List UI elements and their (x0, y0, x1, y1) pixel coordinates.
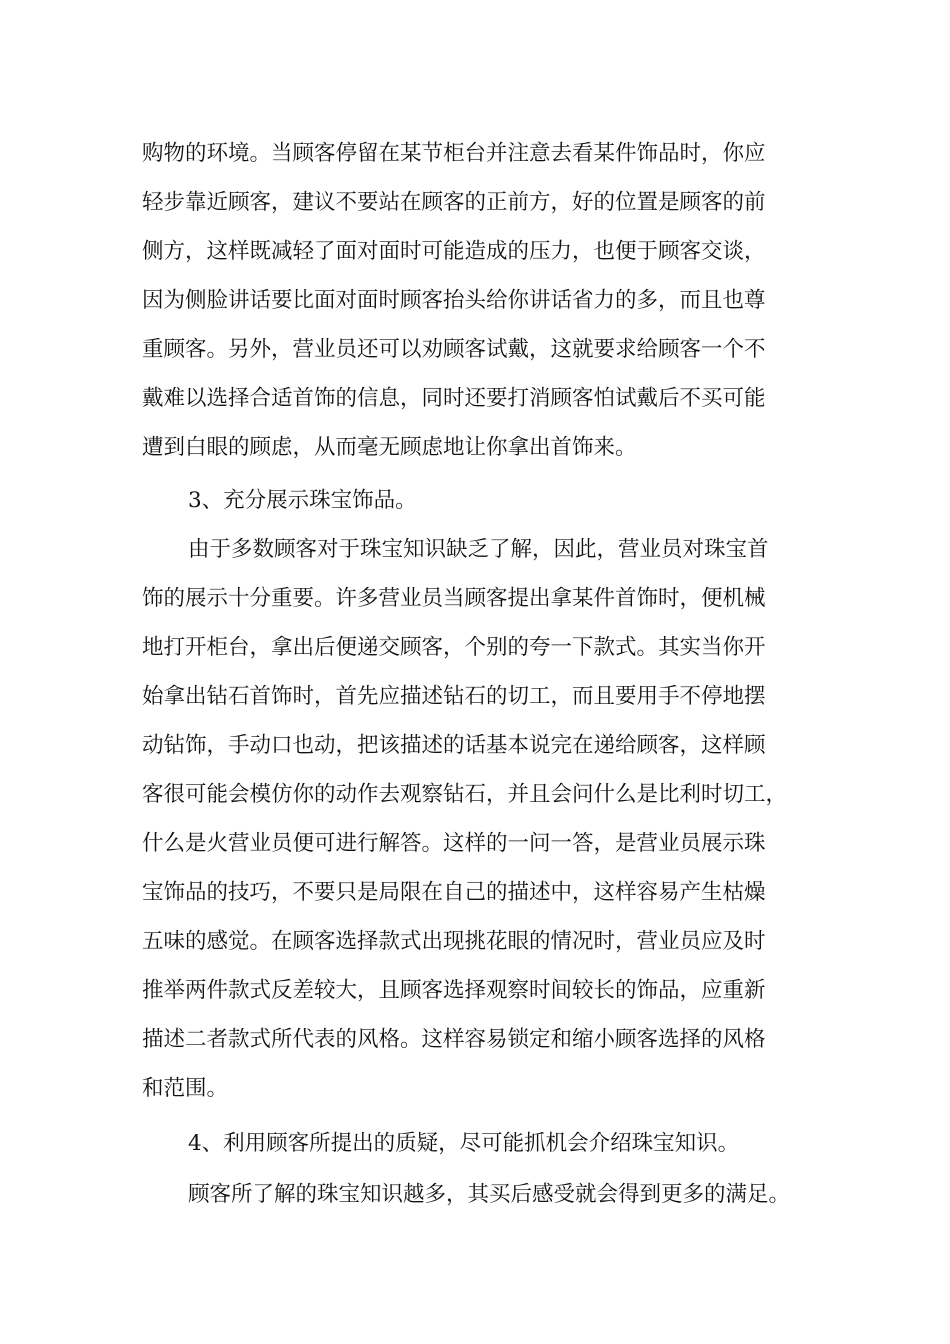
text-line (0, 237, 950, 267)
line-text: 轻步靠近顾客，建议不要站在顾客的正前方，好的位置是顾客的前 (142, 190, 766, 215)
text-line (0, 1025, 950, 1055)
line-text: 侧方，这样既减轻了面对面时可能造成的压力，也便于顾客交谈， (142, 239, 766, 264)
heading-text: 4、利用顾客所提出的质疑，尽可能抓机会介绍珠宝知识。 (188, 1131, 740, 1156)
text-line (0, 1180, 950, 1210)
text-line (0, 878, 950, 908)
line-text: 地打开柜台，拿出后便递交顾客，个别的夸一下款式。其实当你开 (142, 635, 766, 660)
text-line (0, 633, 950, 663)
text-line (0, 335, 950, 365)
text-line (0, 384, 950, 414)
text-line (0, 1074, 950, 1104)
section-heading (0, 486, 950, 516)
text-line (0, 139, 950, 169)
line-text: 推举两件款式反差较大，且顾客选择观察时间较长的饰品，应重新 (142, 978, 766, 1003)
text-line (0, 188, 950, 218)
line-text: 客很可能会模仿你的动作去观察钻石，并且会问什么是比利时切工， (142, 782, 788, 807)
text-line (0, 731, 950, 761)
line-text: 和范围。 (142, 1076, 229, 1101)
line-text: 购物的环境。当顾客停留在某节柜台并注意去看某件饰品时，你应 (142, 141, 766, 166)
text-line (0, 829, 950, 859)
text-line (0, 535, 950, 565)
line-text: 动钻饰，手动口也动，把该描述的话基本说完在递给顾客，这样顾 (142, 733, 766, 758)
text-line (0, 584, 950, 614)
heading-text: 3、充分展示珠宝饰品。 (188, 488, 417, 513)
text-line (0, 927, 950, 957)
line-text: 顾客所了解的珠宝知识越多，其买后感受就会得到更多的满足。 (188, 1182, 791, 1207)
line-text: 饰的展示十分重要。许多营业员当顾客提出拿某件首饰时，便机械 (142, 586, 766, 611)
text-line (0, 286, 950, 316)
line-text: 因为侧脸讲话要比面对面时顾客抬头给你讲话省力的多，而且也尊 (142, 288, 766, 313)
text-line (0, 433, 950, 463)
line-text: 五味的感觉。在顾客选择款式出现挑花眼的情况时，营业员应及时 (142, 929, 766, 954)
line-text: 始拿出钻石首饰时，首先应描述钻石的切工，而且要用手不停地摆 (142, 684, 766, 709)
line-text: 什么是火营业员便可进行解答。这样的一问一答，是营业员展示珠 (142, 831, 766, 856)
text-line (0, 976, 950, 1006)
section-heading (0, 1129, 950, 1159)
line-text: 戴难以选择合适首饰的信息，同时还要打消顾客怕试戴后不买可能 (142, 386, 766, 411)
line-text: 遭到白眼的顾虑，从而毫无顾虑地让你拿出首饰来。 (142, 435, 637, 460)
line-text: 描述二者款式所代表的风格。这样容易锁定和缩小顾客选择的风格 (142, 1027, 766, 1052)
text-line (0, 682, 950, 712)
text-line (0, 780, 950, 810)
line-text: 重顾客。另外，营业员还可以劝顾客试戴，这就要求给顾客一个不 (142, 337, 766, 362)
line-text: 宝饰品的技巧，不要只是局限在自己的描述中，这样容易产生枯燥 (142, 880, 766, 905)
line-text: 由于多数顾客对于珠宝知识缺乏了解，因此，营业员对珠宝首 (188, 537, 769, 562)
